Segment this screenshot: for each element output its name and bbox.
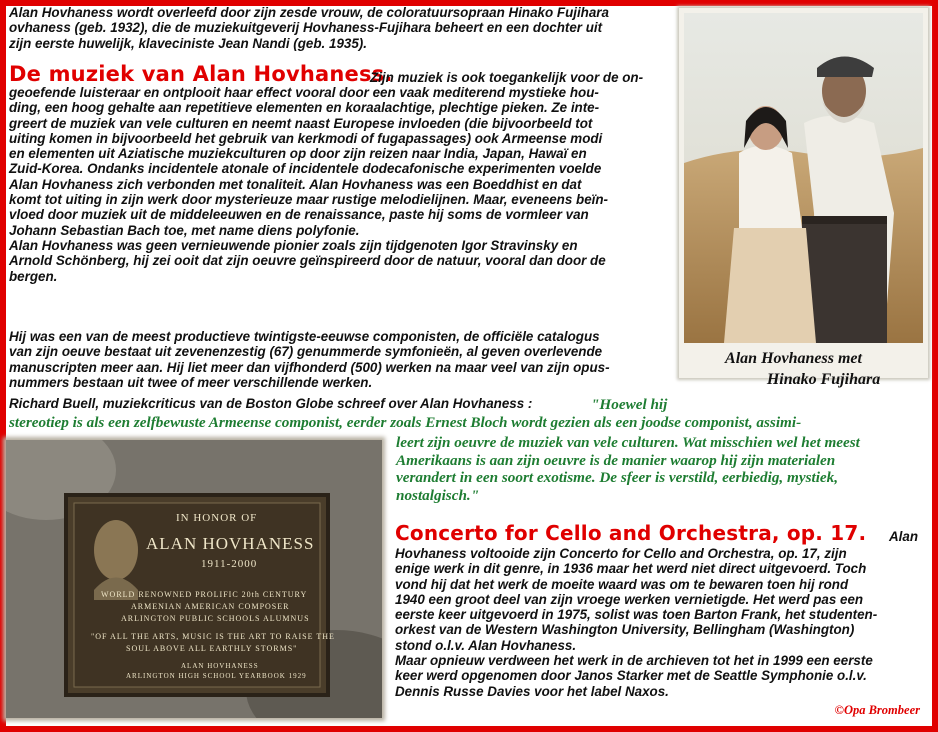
memorial-plaque-photo xyxy=(6,440,382,718)
section2-first-word: Alan xyxy=(889,529,919,544)
section2-body: Hovhaness voltooide zijn Concerto for Cello and Orchestra, op. 17, zijn enige werk in dit genre, in 1936 maar het werd niet direct uitgevoerd. Toch vond hij dat het werk de moeite waard was om te bewaren toen hij rond 1940 een groot deel van zijn vroege werken vernietigde. Het werd pas een eerste keer uitgevoerd in 1975, solist was toen Barton Frank, het studenten- orkest van de Western Washington University, Bellingham (Washington) stond o.l.v. Alan Hovhaness. Maar opnieuw verdween het werk in de archieven tot het in 1999 een eerste keer werd opgenomen door Janos Starker met de Seattle Symphonie o.l.v. Dennis Russe Davies voor het label Naxos. xyxy=(395,546,878,699)
section-heading-concerto: Concerto for Cello and Orchestra, op. 17. xyxy=(395,521,867,545)
plaque-text-7: ARLINGTON HIGH SCHOOL YEARBOOK 1929 xyxy=(126,672,307,680)
plaque-text-1: WORLD RENOWNED PROLIFIC 20th CENTURY xyxy=(101,590,308,599)
plaque-text-5: SOUL ABOVE ALL EARTHLY STORMS" xyxy=(126,644,298,653)
quote-attribution: Richard Buell, muziekcriticus van de Boston Globe schreef over Alan Hovhaness : xyxy=(9,396,533,411)
copyright-credit: ©Opa Brombeer xyxy=(834,703,920,717)
photo-hovhaness-fujihara xyxy=(679,8,928,388)
plaque-text-4: "OF ALL THE ARTS, MUSIC IS THE ART TO RAISE THE xyxy=(91,632,335,641)
section1-first-line: Zijn muziek is ook toegankelijk voor de on- xyxy=(370,70,644,85)
plaque-text-2: ARMENIAN AMERICAN COMPOSER xyxy=(131,602,290,611)
section-heading-music: De muziek van Alan Hovhaness. xyxy=(9,62,393,86)
intro-paragraph: Alan Hovhaness wordt overleefd door zijn zesde vrouw, de coloratuursopraan Hinako Fujihara ovhaness (geb. 1932), die de muziekuitgeverij Hovhaness-Fujihara beheert en een dochter uit zijn eerste huwelijk, klaveciniste Jean Nandi (geb. 1935). xyxy=(9,5,609,51)
quote-rest: leert zijn oeuvre de muziek van vele culturen. Wat misschien wel het meest Amerikaans is aan zijn oeuvre is de manier waarop hij zijn materialen verandert in een soort exotisme. De sfeer is verstild, eerbiedig, mystiek, nostalgisch." xyxy=(396,434,860,504)
section1-body: geoefende luisteraar en ontplooit haar effect vooral door een vaak mediterend mystieke hou- ding, een hoog gehalte aan repetitieve elementen en koraalachtige, plechtige pieken. Ze inte- greert de muziek van vele culturen en neemt naast Europese invloeden (die bijvoorbeeld tot uiting komen in bijvoorbeeld het gebruik van kerkmodi of fugapassages) ook Armeense modi en elementen uit Aziatische muziekculturen op door zijn reizen naar India, Japan, Hawaï en Zuid-Korea. Ondanks incidentele atonale of incidentele dodecafonische experimenten voelde Alan Hovhaness zich verbonden met tonaliteit. Alan Hovhaness was een Boeddhist en dat komt tot uiting in zijn werk door mysterieuze maar rustige melodielijnen. Maar, eveneens beïn- vloed door muziek uit de middeleeuwen en de renaissance, paste hij soms de vormleer van Johann Sebastian Bach toe, met name diens polyfonie. Alan Hovhaness was geen vernieuwende pionier zoals zijn tijdgenoten Igor Stravinsky en Arnold Schönberg, hij zei ooit dat zijn oeuvre geïnspireerd door de natuur, vooral dan door de bergen. xyxy=(9,85,609,284)
plaque-text-3: ARLINGTON PUBLIC SCHOOLS ALUMNUS xyxy=(121,614,310,623)
photo-caption-line2: Hinako Fujihara xyxy=(766,371,881,388)
section1-body-productivity: Hij was een van de meest productieve twintigste-eeuwse componisten, de officiële catalogus van zijn oeuve bestaat uit zevenenzestig (67) genummerde symfonieën, al geven overlevende manuscripten meer aan. Hij liet meer dan vijfhonderd (500) werken na maar veel van zijn opus- nummers bestaan uit twee of meer verschillende werken. xyxy=(9,329,610,390)
plaque-years: 1911-2000 xyxy=(201,558,258,570)
photo-caption-line1: Alan Hovhaness met xyxy=(725,350,862,367)
quote-line-2: stereotiep is als een zelfbewuste Armeense componist, eerder zoals Ernest Bloch wordt gezien als een joodse componist, assimi- xyxy=(9,414,802,431)
couple-photo-image xyxy=(684,13,923,343)
plaque-name: ALAN HOVHANESS xyxy=(146,534,315,553)
plaque-heading: IN HONOR OF xyxy=(176,512,258,524)
plaque-text-6: ALAN HOVHANESS xyxy=(181,662,259,670)
quote-line-1: "Hoewel hij xyxy=(591,396,668,413)
